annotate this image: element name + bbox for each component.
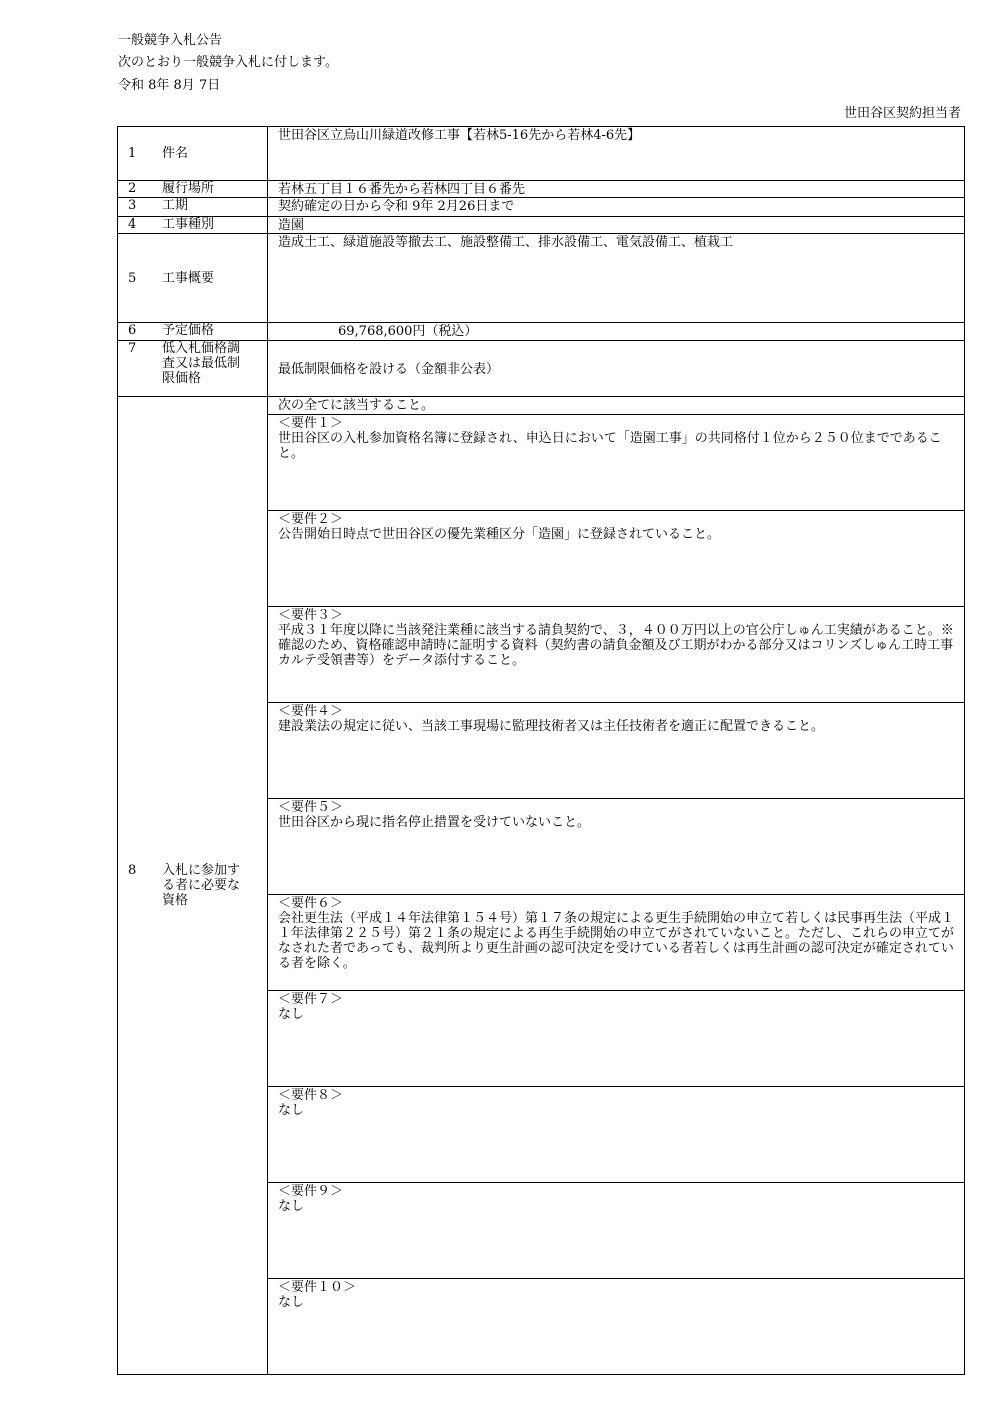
row-number: 8 bbox=[128, 863, 137, 878]
requirement-body: なし bbox=[278, 1199, 305, 1214]
row-number: 5 bbox=[128, 270, 137, 286]
qualification-intro: 次の全てに該当すること。 bbox=[268, 397, 965, 415]
minimum-price-value: 最低制限価格を設ける（金額非公表） bbox=[268, 341, 965, 397]
requirement-5 bbox=[268, 799, 965, 895]
notice-title: 一般競争入札公告 bbox=[118, 33, 223, 48]
requirement-title: ＜要件７＞ bbox=[278, 992, 344, 1007]
requirement-title: ＜要件９＞ bbox=[278, 1184, 344, 1199]
row-label: 低入札価格調査又は最低制限価格 bbox=[162, 341, 241, 386]
requirement-6 bbox=[268, 895, 965, 991]
row-number: 3 bbox=[128, 198, 137, 213]
requirement-1 bbox=[268, 415, 965, 511]
requirement-8 bbox=[268, 1087, 965, 1183]
requirement-9 bbox=[268, 1183, 965, 1279]
requirement-3 bbox=[268, 607, 965, 703]
notice-intro: 次のとおり一般競争入札に付します。 bbox=[118, 55, 338, 70]
row-label: 履行場所 bbox=[162, 181, 215, 196]
row-label-cell bbox=[118, 198, 268, 217]
requirement-10 bbox=[268, 1279, 965, 1375]
row-label: 予定価格 bbox=[162, 323, 215, 338]
row-label-cell bbox=[118, 397, 268, 1375]
requirement-2 bbox=[268, 511, 965, 607]
requirement-title: ＜要件５＞ bbox=[278, 800, 344, 815]
row-number: 2 bbox=[128, 181, 137, 196]
row-number: 4 bbox=[128, 217, 137, 232]
row-number: 6 bbox=[128, 323, 137, 338]
row-number: 1 bbox=[128, 146, 137, 161]
requirement-body: なし bbox=[278, 1295, 305, 1310]
requirement-body: 公告開始日時点で世田谷区の優先業種区分「造園」に登録されていること。 bbox=[278, 527, 721, 542]
requirement-4 bbox=[268, 703, 965, 799]
row-label-cell bbox=[118, 341, 268, 397]
table-row bbox=[118, 341, 965, 397]
row-label: 工期 bbox=[162, 198, 189, 213]
requirement-title: ＜要件８＞ bbox=[278, 1088, 344, 1103]
requirement-title: ＜要件１０＞ bbox=[278, 1280, 357, 1295]
table-row bbox=[118, 198, 965, 217]
row-number: 7 bbox=[128, 341, 137, 356]
table-row bbox=[118, 397, 965, 415]
estimated-price-value: 69,768,600円（税込） bbox=[268, 323, 965, 341]
work-summary-value: 造成土工、緑道施設等撤去工、施設整備工、排水設備工、電気設備工、植栽工 bbox=[268, 234, 965, 323]
table-row bbox=[118, 217, 965, 234]
issuer: 世田谷区契約担当者 bbox=[843, 106, 961, 121]
row-label-cell bbox=[118, 217, 268, 234]
requirement-body: 平成３１年度以降に当該発注業種に該当する請負契約で、３，４００万円以上の官公庁しゅん工実績があること。※確認のため、資格確認申請時に証明する資料（契約書の請負金額及び工期がわかる部分又はコリンズしゅん工時工事カルテ受領書等）をデータ添付すること。 bbox=[278, 623, 954, 668]
period-value: 契約確定の日から令和 9年 2月26日まで bbox=[268, 198, 965, 217]
requirement-body: 会社更生法（平成１４年法律第１５４号）第１７条の規定による更生手続開始の申立て若しくは民事再生法（平成１１年法律第２２５号）第２１条の規定による再生手続開始の申立てがされていないこと。ただし、これらの申立てがなされた者であっても、裁判所より更生計画の認可決定を受けている者若しくは再生計画の認可決定が確定されている者を除く。 bbox=[278, 911, 955, 971]
requirement-title: ＜要件６＞ bbox=[278, 896, 344, 911]
work-type-value: 造園 bbox=[268, 217, 965, 234]
requirement-body: なし bbox=[278, 1103, 305, 1118]
row-label-cell bbox=[118, 234, 268, 323]
table-row bbox=[118, 181, 965, 198]
requirement-title: ＜要件４＞ bbox=[278, 704, 344, 719]
location-value: 若林五丁目１６番先から若林四丁目６番先 bbox=[268, 181, 965, 198]
requirement-body: なし bbox=[278, 1007, 305, 1022]
table-row bbox=[118, 234, 965, 323]
row-label-cell bbox=[118, 127, 268, 181]
requirement-title: ＜要件２＞ bbox=[278, 512, 344, 527]
row-label-cell bbox=[118, 323, 268, 341]
row-label: 件名 bbox=[162, 146, 189, 161]
notice-table bbox=[117, 126, 965, 1375]
requirement-title: ＜要件１＞ bbox=[278, 416, 344, 431]
subject-value: 世田谷区立烏山川緑道改修工事【若林5-16先から若林4-6先】 bbox=[268, 127, 965, 181]
requirement-body: 世田谷区の入札参加資格名簿に登録され、申込日において「造園工事」の共同格付１位から２５０位までであること。 bbox=[278, 431, 942, 461]
row-label: 工事種別 bbox=[162, 217, 215, 232]
row-label-cell bbox=[118, 181, 268, 198]
requirement-body: 世田谷区から現に指名停止措置を受けていないこと。 bbox=[278, 815, 591, 830]
requirement-body: 建設業法の規定に従い、当該工事現場に監理技術者又は主任技術者を適正に配置できること。 bbox=[278, 719, 825, 734]
row-label: 工事概要 bbox=[162, 270, 215, 286]
table-row bbox=[118, 127, 965, 181]
requirement-title: ＜要件３＞ bbox=[278, 608, 344, 623]
requirement-7 bbox=[268, 991, 965, 1087]
notice-date: 令和 8年 8月 7日 bbox=[118, 78, 221, 93]
row-label: 入札に参加する者に必要な資格 bbox=[162, 863, 241, 908]
table-row bbox=[118, 323, 965, 341]
